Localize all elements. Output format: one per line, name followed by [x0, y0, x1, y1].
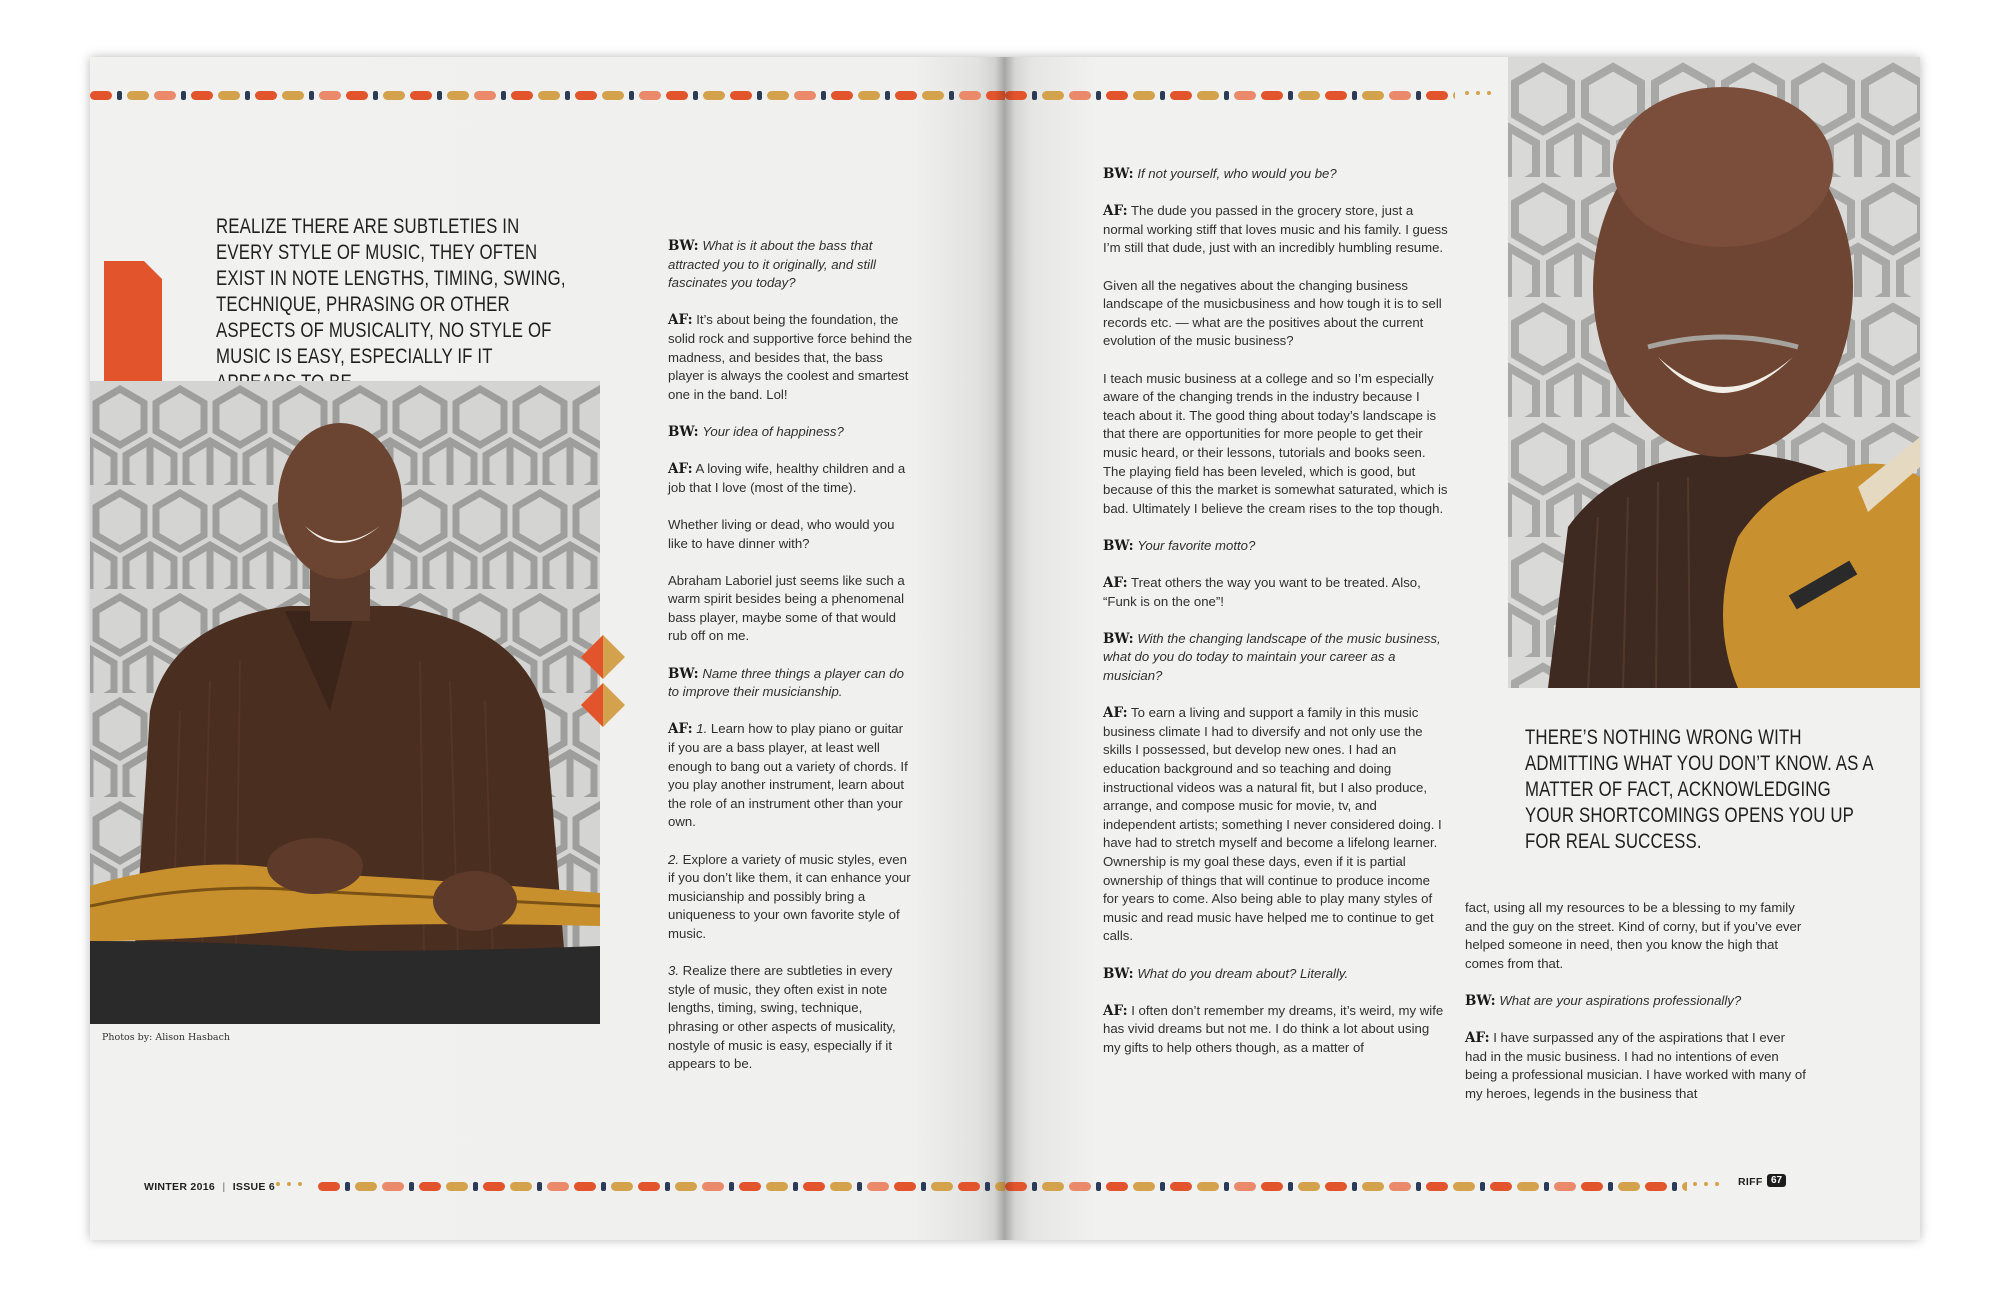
photo-caption: Photos by: Alison Hasbach: [102, 1032, 231, 1043]
bead: [127, 91, 149, 100]
bead: [1170, 91, 1192, 100]
bead: [501, 91, 506, 100]
answer-text: Learn how to play piano or guitar if you are a bass player, at least well enough to bang out a variety of chords. If you play another instrument, learn about the role of an instrument other than your own.: [668, 721, 908, 830]
answer-text: Abraham Laboriel just seems like such a warm spirit besides being a phenomenal bass player, maybe some of that would rub off on me.: [668, 572, 905, 644]
bead: [1261, 1182, 1283, 1191]
bead: [474, 91, 496, 100]
bead: [373, 91, 378, 100]
list-number: 1.: [696, 721, 708, 737]
interview-paragraph: [1103, 165, 1448, 184]
bead: [419, 1182, 441, 1191]
bead: [90, 91, 112, 100]
bead: [1672, 1182, 1677, 1191]
answer-text: Realize there are subtleties in every style of music, they often exist in note lengths, timing, swing, technique, phrasing or other aspects of musicality, nostyle of music is easy, especially if it appears to be.: [668, 963, 896, 1072]
bead: [483, 1182, 505, 1191]
bead: [574, 1182, 596, 1191]
issue-season: WINTER 2016 | ISSUE 6: [144, 1181, 276, 1193]
bead: [1096, 1182, 1101, 1191]
season-label: WINTER 2016: [144, 1181, 215, 1193]
speaker-label: AF:: [1103, 575, 1128, 592]
bead: [309, 91, 314, 100]
bead: [739, 1182, 761, 1191]
speaker-label: BW:: [1465, 992, 1496, 1009]
bead: [1298, 91, 1320, 100]
interview-paragraph: [668, 311, 913, 404]
bead: [1325, 91, 1347, 100]
interview-paragraph: [668, 665, 913, 702]
interview-column-right-1: [1103, 165, 1448, 1076]
interview-paragraph: [1103, 537, 1448, 556]
bead: [1042, 1182, 1064, 1191]
speaker-label: BW:: [668, 665, 699, 682]
bead: [537, 1182, 542, 1191]
interview-paragraph: [1103, 1002, 1448, 1058]
bead: [666, 91, 688, 100]
bead: [1133, 91, 1155, 100]
question-text: With the changing landscape of the music business, what do you do today to maintain your career as a musician?: [1103, 630, 1441, 684]
speaker-label: AF:: [668, 312, 693, 329]
decorative-dots: [1693, 1182, 1719, 1186]
bead: [1197, 91, 1219, 100]
bead: [1106, 91, 1128, 100]
question-text: What are your aspirations professionally?: [1499, 992, 1742, 1008]
interview-paragraph: [1103, 277, 1448, 351]
bead: [830, 1182, 852, 1191]
speaker-label: BW:: [668, 238, 699, 254]
bead: [1288, 1182, 1293, 1191]
bead: [730, 91, 752, 100]
bead: [1352, 1182, 1357, 1191]
bead: [1352, 91, 1357, 100]
bead: [757, 91, 762, 100]
bead: [382, 1182, 404, 1191]
bead: [1581, 1182, 1603, 1191]
interview-paragraph: [668, 720, 913, 832]
bead: [1170, 1182, 1192, 1191]
interview-paragraph: [668, 423, 913, 442]
bead: [1618, 1182, 1640, 1191]
magazine-spread: [90, 57, 1920, 1240]
question-text: Name three things a player can do to improve their musicianship.: [668, 665, 904, 700]
bead: [1453, 91, 1455, 100]
speaker-label: AF:: [1103, 705, 1128, 722]
bead: [1682, 1182, 1687, 1191]
bead: [1362, 91, 1384, 100]
bead: [1234, 1182, 1256, 1191]
bead: [803, 1182, 825, 1191]
left-page: [90, 57, 1005, 1240]
bead: [1042, 91, 1064, 100]
answer-text: Explore a variety of music styles, even if you don’t like them, it can enhance your musicianship and possibly bring a uniqueness to your own favorite style of music.: [668, 851, 911, 941]
interview-paragraph: [1103, 965, 1448, 984]
bead: [383, 91, 405, 100]
bead: [885, 91, 890, 100]
bead: [218, 91, 240, 100]
speaker-label: AF:: [1465, 1030, 1490, 1047]
bead: [1416, 91, 1421, 100]
bead: [1133, 1182, 1155, 1191]
bead: [793, 1182, 798, 1191]
decorative-diamonds: [581, 635, 625, 735]
speaker-label: BW:: [1103, 965, 1134, 982]
bead: [611, 1182, 633, 1191]
bead: [895, 91, 917, 100]
bead: [794, 91, 816, 100]
bead: [1389, 91, 1411, 100]
bead: [638, 1182, 660, 1191]
answer-text: To earn a living and support a family in this music business climate I had to diversify and not only use the skills I possessed, but develop new ones. I had an education background and so teaching and doing instructional videos was a natural fit, but I also produce, arrange, and compose music for movie, tv, and independent artists; something I never considered doing. I have had to stretch myself and become a lifelong learner. Ownership is my goal these days, even if it is partial ownership of things that will continue to produce income for years to come. Also being able to play many styles of music and read music have helped me to continue to get calls.: [1103, 705, 1442, 944]
interview-paragraph: [1465, 899, 1810, 973]
bead: [1032, 1182, 1037, 1191]
bead: [181, 91, 186, 100]
bead: [1426, 1182, 1448, 1191]
bead: [1426, 91, 1448, 100]
interview-paragraph: [668, 851, 913, 944]
page-number: 67: [1767, 1174, 1786, 1187]
answer-text: I teach music business at a college and so I’m especially aware of the changing trends in the industry because I teach about it. The good thing about today’s landscape is that there are opportunities for more people to get their music heard, or their lessons, tutorials and books seen. The playing field has been leveled, which is good, but because of this the market is somewhat saturated, which is bad. Ultimately I believe the cream rises to the top though.: [1103, 370, 1448, 516]
bead: [446, 1182, 468, 1191]
bead: [1224, 1182, 1229, 1191]
bead: [1069, 1182, 1091, 1191]
bead: [410, 91, 432, 100]
bead: [319, 91, 341, 100]
bead: [510, 1182, 532, 1191]
interview-paragraph: [668, 962, 913, 1074]
bead: [355, 1182, 377, 1191]
question-text: If not yourself, who would you be?: [1137, 166, 1337, 181]
answer-text: I often don’t remember my dreams, it’s weird, my wife has vivid dreams but not me. I do think a lot about using my gifts to help others though, as a matter of: [1103, 1002, 1444, 1055]
bead: [922, 91, 944, 100]
decorative-bead-border: [1005, 1179, 1687, 1193]
answer-text: It’s about being the foundation, the solid rock and supportive force behind the madness, and besides that, the bass player is always the coolest and smartest one in the band. Lol!: [668, 312, 913, 402]
spine-shadow: [995, 57, 1015, 1240]
bead: [693, 91, 698, 100]
interview-column-left: [668, 237, 913, 1092]
speaker-label: BW:: [1103, 537, 1134, 554]
bead: [1362, 1182, 1384, 1191]
answer-text: Treat others the way you want to be treated. Also, “Funk is on the one”!: [1103, 575, 1421, 609]
bead: [191, 91, 213, 100]
bead: [629, 91, 634, 100]
bead: [1197, 1182, 1219, 1191]
question-text: What is it about the bass that attracted you to it originally, and still fascinates you today?: [668, 238, 876, 291]
speaker-label: AF:: [1103, 1002, 1128, 1019]
bead: [821, 91, 826, 100]
speaker-label: BW:: [668, 423, 699, 440]
bead: [345, 1182, 350, 1191]
bead: [538, 91, 560, 100]
bead: [831, 91, 853, 100]
bead: [511, 91, 533, 100]
bead: [931, 1182, 953, 1191]
answer-text: Whether living or dead, who would you like to have dinner with?: [668, 516, 895, 551]
decorative-dots: [276, 1182, 302, 1186]
bead: [154, 91, 176, 100]
interview-paragraph: [668, 237, 913, 293]
answer-text: Given all the negatives about the changing business landscape of the musicbusiness and how tough it is to sell records etc. — what are the positives about the current evolution of the music business?: [1103, 277, 1442, 349]
bead: [565, 91, 570, 100]
interview-paragraph: [1103, 630, 1448, 686]
decorative-bead-border: [318, 1179, 1005, 1193]
bead: [675, 1182, 697, 1191]
bead: [575, 91, 597, 100]
bead: [729, 1182, 734, 1191]
bead: [473, 1182, 478, 1191]
interview-paragraph: [668, 516, 913, 553]
pull-quote-left: REALIZE THERE ARE SUBTLETIES IN EVERY STYLE OF MUSIC, THEY OFTEN EXIST IN NOTE LENGTHS, TIMING, SWING, TECHNIQUE, PHRASING OR OTHER ASPECTS OF MUSICALITY, NO STYLE OF MUSIC IS EASY, ESPECIALLY IF IT: [216, 215, 566, 368]
answer-text: The dude you passed in the grocery store, just a normal working stiff that loves music and his family. I guess I’m still that dude, just with an incredibly humbling resume.: [1103, 203, 1448, 256]
interview-paragraph: [1103, 704, 1448, 946]
question-text: Your favorite motto?: [1137, 537, 1256, 553]
pull-quote-right: THERE’S NOTHING WRONG WITH ADMITTING WHAT YOU DON’T KNOW. AS A MATTER OF FACT, ACKNOWLEDGING YOUR SHORTCOMINGS OPENS YOU UP FOR REAL SUCCESS.: [1525, 726, 1873, 853]
bead: [282, 91, 304, 100]
bead: [547, 1182, 569, 1191]
bead: [602, 91, 624, 100]
bead: [858, 91, 880, 100]
bead: [1389, 1182, 1411, 1191]
interview-paragraph: [1465, 992, 1810, 1011]
bead: [1490, 1182, 1512, 1191]
issue-label: ISSUE 6: [232, 1181, 276, 1193]
bead: [1224, 91, 1229, 100]
bead: [1106, 1182, 1128, 1191]
bead: [1096, 91, 1101, 100]
magazine-name: RIFF: [1738, 1176, 1763, 1188]
bead: [949, 91, 954, 100]
portrait-photo-right: [1508, 57, 1920, 688]
decorative-bead-border: [90, 88, 1005, 102]
interview-paragraph: [1103, 370, 1448, 519]
interview-column-right-2: [1465, 899, 1810, 1122]
bead: [346, 91, 368, 100]
decorative-dots: [1465, 91, 1491, 95]
bead: [1544, 1182, 1549, 1191]
speaker-label: BW:: [1103, 166, 1134, 182]
bead: [1608, 1182, 1613, 1191]
interview-paragraph: [1465, 1029, 1810, 1103]
bead: [1453, 1182, 1475, 1191]
bead: [857, 1182, 862, 1191]
bead: [702, 1182, 724, 1191]
bead: [767, 91, 789, 100]
speaker-label: AF:: [668, 721, 693, 738]
bead: [318, 1182, 340, 1191]
interview-paragraph: [1103, 574, 1448, 611]
speaker-label: AF:: [1103, 203, 1128, 220]
bead: [1517, 1182, 1539, 1191]
bead: [437, 91, 442, 100]
bead: [959, 91, 981, 100]
bead: [665, 1182, 670, 1191]
interview-paragraph: [668, 460, 913, 497]
bead: [1416, 1182, 1421, 1191]
bead: [1032, 91, 1037, 100]
bead: [1069, 91, 1091, 100]
speaker-label: AF:: [668, 461, 693, 478]
bead: [117, 91, 122, 100]
interview-paragraph: [1103, 202, 1448, 258]
question-text: What do you dream about? Literally.: [1137, 965, 1349, 981]
bead: [255, 91, 277, 100]
bead: [1288, 91, 1293, 100]
portrait-photo-left: [90, 381, 600, 1024]
answer-text: A loving wife, healthy children and a job that I love (most of the time).: [668, 461, 906, 495]
bead: [1160, 91, 1165, 100]
bead: [766, 1182, 788, 1191]
bead: [1160, 1182, 1165, 1191]
bead: [1554, 1182, 1576, 1191]
bead: [245, 91, 250, 100]
bead: [409, 1182, 414, 1191]
bead: [1480, 1182, 1485, 1191]
answer-text: fact, using all my resources to be a blessing to my family and the guy on the street. Kind of corny, but if you’ve ever helped someone in need, then you know the high that comes from that.: [1465, 900, 1802, 971]
bead: [894, 1182, 916, 1191]
bead: [1261, 91, 1283, 100]
bead: [447, 91, 469, 100]
bead: [1645, 1182, 1667, 1191]
bead: [703, 91, 725, 100]
bead: [867, 1182, 889, 1191]
list-number: 2.: [668, 851, 679, 867]
bead: [1234, 91, 1256, 100]
list-number: 3.: [668, 963, 679, 979]
bead: [985, 1182, 990, 1191]
answer-text: I have surpassed any of the aspirations that I ever had in the music business. I had no intentions of even being a professional musician. I have worked with many of my heroes, legends in the business that: [1465, 1030, 1806, 1101]
bead: [639, 91, 661, 100]
speaker-label: BW:: [1103, 630, 1134, 647]
bead: [601, 1182, 606, 1191]
bead: [921, 1182, 926, 1191]
interview-paragraph: [668, 572, 913, 646]
bead: [1325, 1182, 1347, 1191]
bead: [1298, 1182, 1320, 1191]
decorative-bead-border: [1005, 88, 1455, 102]
question-text: Your idea of happiness?: [702, 423, 844, 439]
bead: [958, 1182, 980, 1191]
